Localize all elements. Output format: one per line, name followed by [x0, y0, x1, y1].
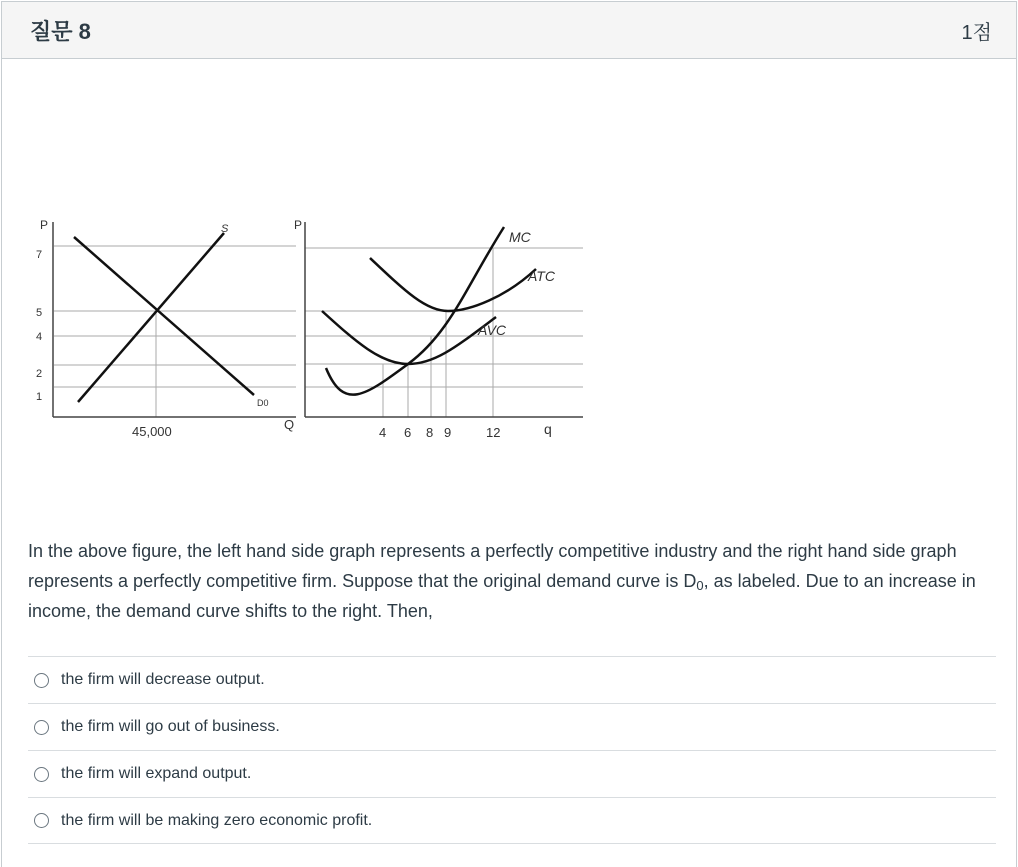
industry-tick-1: 1 — [36, 391, 43, 403]
mc-label: MC — [509, 229, 531, 245]
industry-tick-2: 2 — [36, 368, 43, 380]
answer-option-2[interactable] — [28, 703, 996, 750]
firm-tick-4: 4 — [379, 425, 387, 440]
answer-label: the firm will be making zero economic profit. — [61, 811, 373, 829]
radio-button[interactable] — [34, 720, 49, 735]
firm-tick-8: 8 — [426, 425, 434, 440]
industry-p-label: P — [40, 218, 49, 232]
question-text-tail: , as labeled. Due to an increase in income, the demand curve shifts to the right. Then, — [28, 571, 976, 621]
industry-tick-45000: 45,000 — [132, 424, 172, 439]
firm-tick-9: 9 — [444, 425, 452, 440]
question-points: 1점 — [961, 21, 992, 44]
question-text-main: In the above figure, the left hand side graph represents a perfectly competitive industry and the right hand side graph represents a perfectly competitive firm. Suppose that the original demand curve is D — [28, 541, 957, 591]
answer-list — [28, 656, 996, 844]
firm-tick-6: 6 — [404, 425, 412, 440]
economics-figure — [26, 207, 596, 452]
supply-label: S — [221, 223, 229, 235]
firm-p-label: P — [294, 218, 303, 232]
question-header — [2, 2, 1016, 59]
answer-label: the firm will decrease output. — [61, 671, 265, 688]
question-card — [1, 1, 1017, 867]
firm-q-label: q — [544, 421, 552, 437]
answer-option-4[interactable] — [28, 797, 996, 844]
answer-label: the firm will go out of business. — [61, 718, 280, 735]
demand-curve-d0 — [74, 237, 254, 395]
industry-tick-4: 4 — [36, 331, 43, 343]
radio-button[interactable] — [34, 673, 49, 688]
question-text — [28, 536, 988, 626]
atc-label: ATC — [528, 268, 555, 284]
radio-button[interactable] — [34, 813, 49, 828]
demand-label: D0 — [257, 398, 269, 408]
question-figure — [26, 207, 596, 452]
industry-tick-5: 5 — [36, 307, 43, 319]
industry-q-label: Q — [284, 417, 295, 432]
firm-tick-12: 12 — [486, 425, 501, 440]
answer-option-3[interactable] — [28, 750, 996, 797]
answer-option-1[interactable] — [28, 656, 996, 703]
avc-label: AVC — [478, 322, 507, 338]
avc-curve — [322, 311, 496, 364]
industry-tick-7: 7 — [36, 249, 43, 261]
question-text-subscript: 0 — [696, 578, 704, 593]
radio-button[interactable] — [34, 767, 49, 782]
atc-curve — [370, 258, 536, 311]
firm-graph — [294, 218, 583, 440]
industry-graph — [36, 218, 296, 439]
question-title: 질문 8 — [30, 18, 91, 44]
answer-label: the firm will expand output. — [61, 765, 252, 782]
